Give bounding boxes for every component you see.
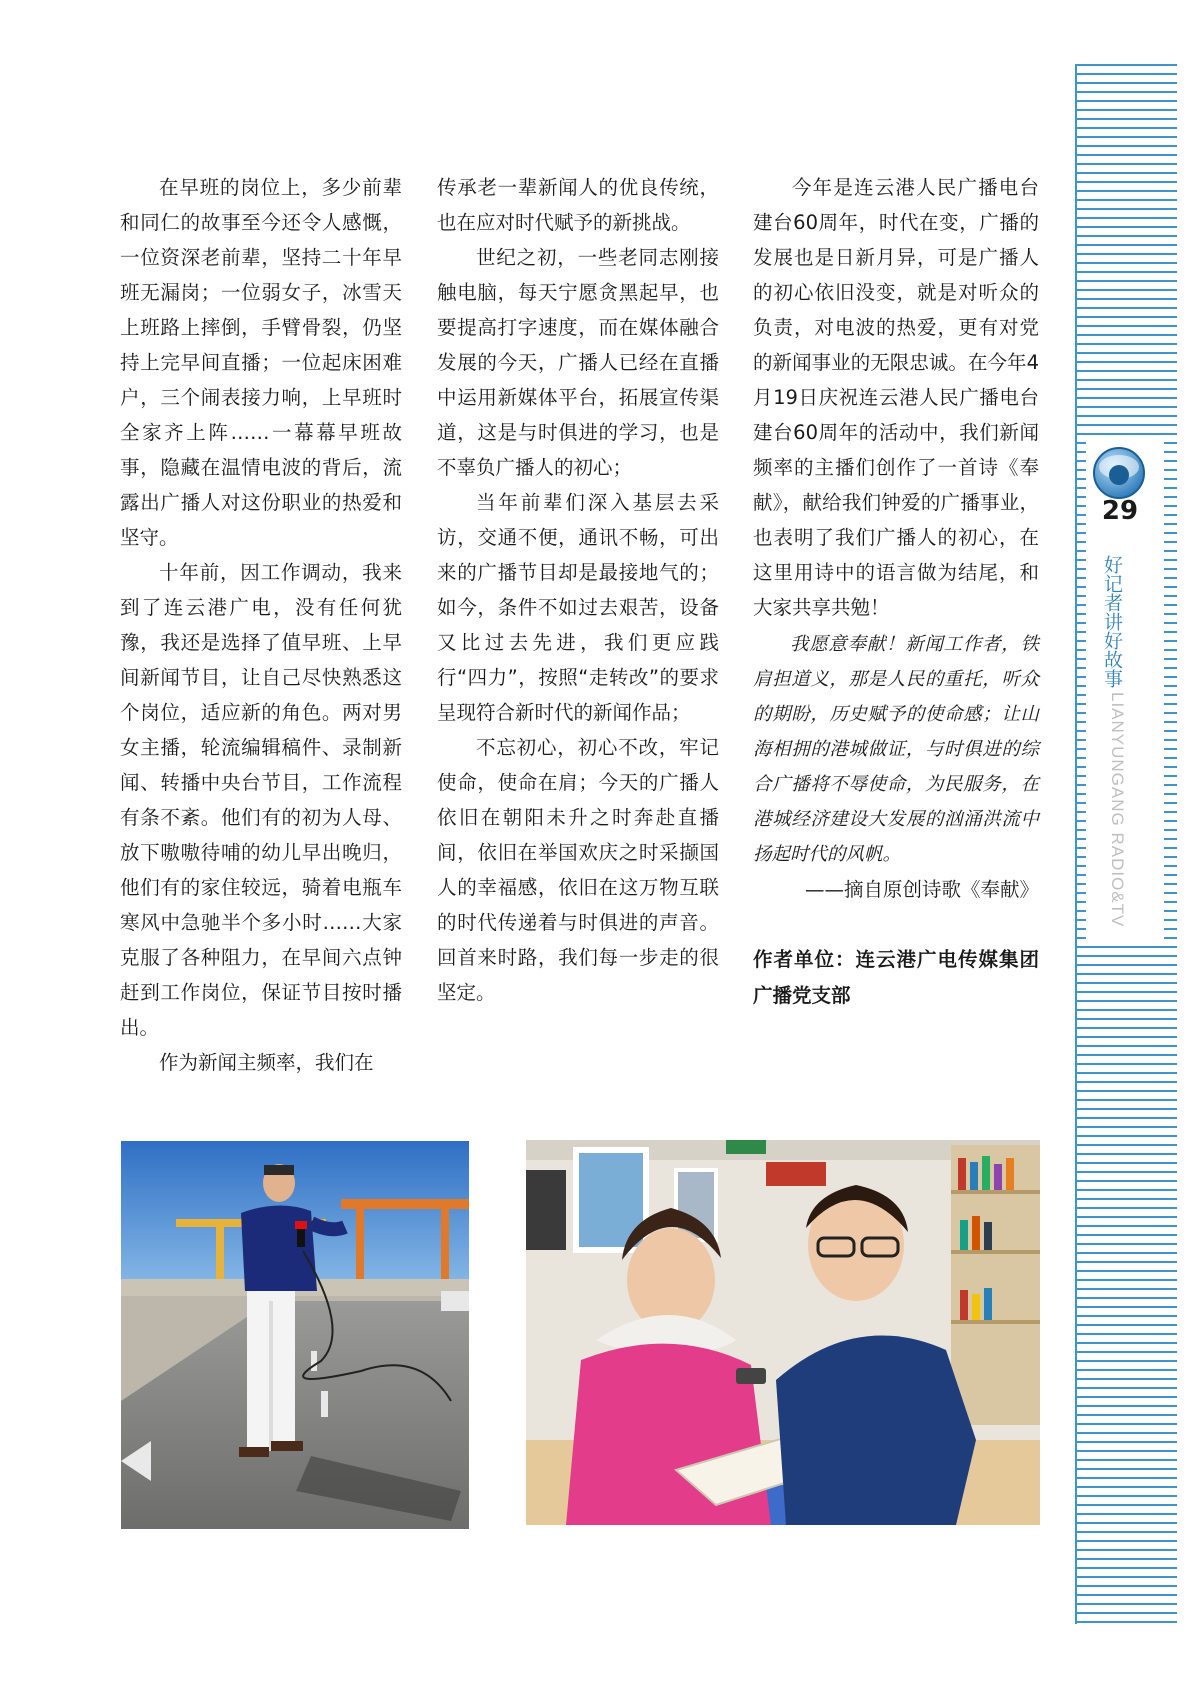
poem-source: ——摘自原创诗歌《奉献》 xyxy=(804,878,1039,901)
section-title: 好记者讲好故事 xyxy=(1101,555,1123,688)
article-column-3 xyxy=(753,170,1039,1014)
page-number: 29 xyxy=(1101,496,1139,526)
paragraph: 十年前，因工作调动，我来到了连云港广电，没有任何犹豫，我还是选择了值早班、上早间新闻节目，让自己尽快熟悉这个岗位，适应新的角色。两对男女主播，轮流编辑稿件、录制新闻、转播中央台节目，工作流程有条不紊。他们有的初为人母、放下嗷嗷待哺的幼儿早出晚归，他们有的家住较远，骑着电瓶车寒风中急驰半个多小时……大家克服了各种阻力，在早间六点钟赶到工作岗位，保证节目按时播出。 xyxy=(120,561,402,1039)
photo-reporter-on-site xyxy=(121,1141,469,1529)
photo-reading-image xyxy=(526,1140,1040,1525)
paragraph: 在早班的岗位上，多少前辈和同仁的故事至今还令人感慨，一位资深老前辈，坚持二十年早班无漏岗；一位弱女子，冰雪天上班路上摔倒，手臂骨裂，仍坚持上完早间直播；一位起床困难户，三个闹表接力响，上早班时全家齐上阵……一幕幕早班故事，隐藏在温情电波的背后，流露出广播人对这份职业的热爱和坚守。 xyxy=(120,176,402,549)
poem-excerpt xyxy=(753,627,1039,872)
photo-reporter-image xyxy=(121,1141,469,1529)
photo-reading-share xyxy=(526,1140,1040,1525)
paragraph: 作为新闻主频率，我们在 xyxy=(159,1051,374,1074)
poem-text: 我愿意奉献！新闻工作者，铁肩担道义，那是人民的重托，听众的期盼，历史赋予的使命感；让山海相拥的港城做证，与时俱进的综合广播将不辱使命，为民服务，在港城经济建设大发展的汹涌洪流中扬起时代的风帆。 xyxy=(753,634,1039,865)
paragraph: 不忘初心，初心不改，牢记使命，使命在肩；今天的广播人依旧在朝阳未升之时奔赴直播间，依旧在举国欢庆之时采撷国人的幸福感，依旧在这万物互联的时代传递着与时俱进的声音。回首来时路，我们每一步走的很坚定。 xyxy=(437,736,719,1004)
article-column-1 xyxy=(120,170,402,1080)
article-column-2 xyxy=(437,170,719,1010)
paragraph: 世纪之初，一些老同志刚接触电脑，每天宁愿贪黑起早，也要提高打字速度，而在媒体融合发展的今天，广播人已经在直播中运用新媒体平台，拓展宣传渠道，这是与时俱进的学习，也是不辜负广播人的初心； xyxy=(437,246,719,479)
station-logo-icon xyxy=(1091,445,1147,501)
section-subtitle: LIANYUNGANG RADIO&TV xyxy=(1108,692,1127,928)
paragraph: 当年前辈们深入基层去采访，交通不便，通讯不畅，可出来的广播节目却是最接地气的；如今，条件不如过去艰苦，设备又比过去先进，我们更应践行“四力”，按照“走转改”的要求呈现符合新时代的新闻作品； xyxy=(437,491,719,724)
author-unit-text: 作者单位：连云港广电传媒集团广播党支部 xyxy=(753,948,1039,1007)
author-unit xyxy=(753,942,1039,1014)
paragraph: 今年是连云港人民广播电台建台60周年，时代在变，广播的发展也是日新月异，可是广播人的初心依旧没变，就是对听众的负责，对电波的热爱，更有对党的新闻事业的无限忠诚。在今年4月19日庆祝连云港人民广播电台建台60周年的活动中，我们新闻频率的主播们创作了一首诗《奉献》，献给我们钟爱的广播事业，也表明了我们广播人的初心，在这里用诗中的语言做为结尾，和大家共享共勉！ xyxy=(753,176,1039,619)
paragraph: 传承老一辈新闻人的优良传统，也在应对时代赋予的新挑战。 xyxy=(437,176,719,234)
